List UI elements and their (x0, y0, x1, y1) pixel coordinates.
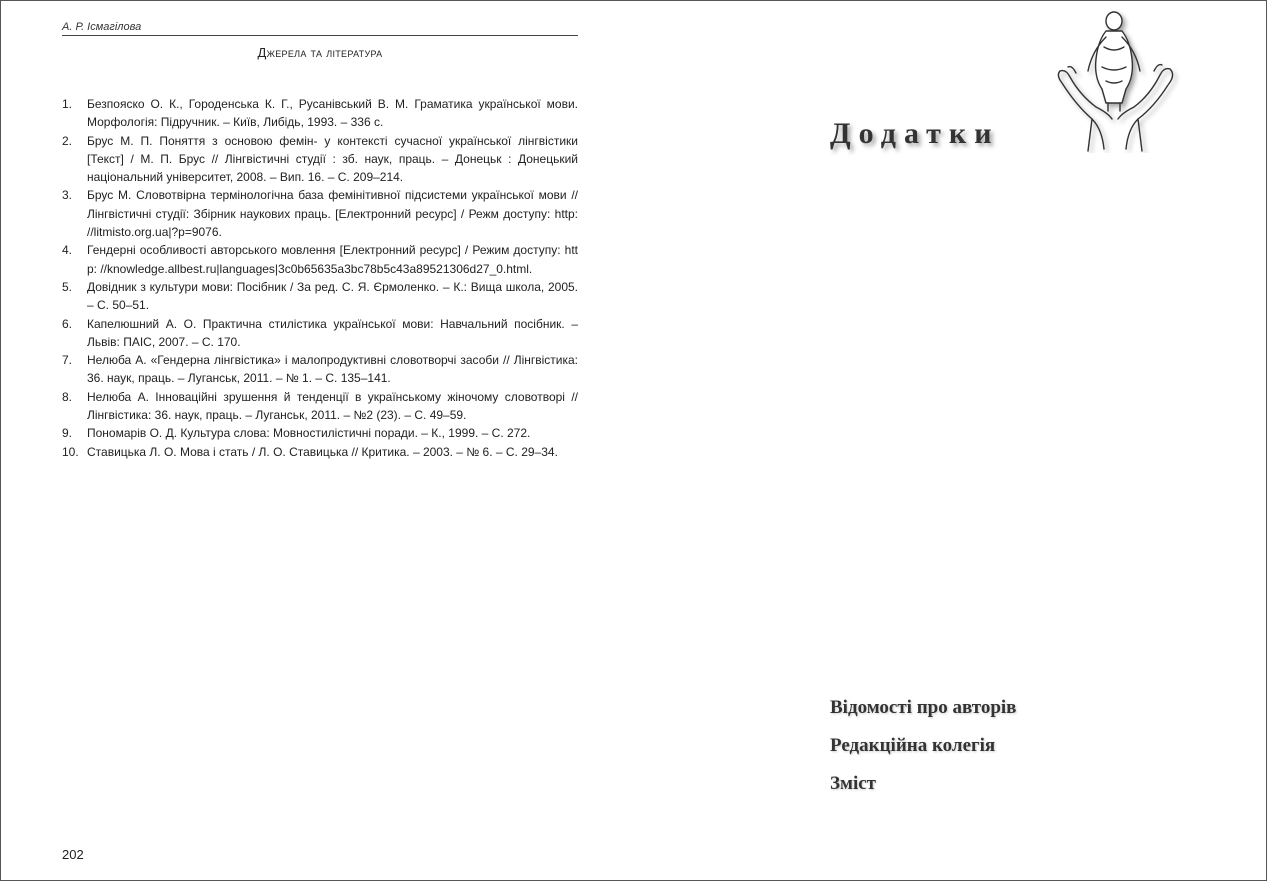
running-head: А. Р. Ісмагілова (62, 21, 578, 36)
reference-item (62, 95, 578, 132)
reference-number: 5. (62, 279, 73, 294)
hands-holding-figure-icon (1052, 7, 1182, 153)
reference-text: Брус М. П. Поняття з основою фемін- у контексті сучасної української лінгвістики [Текст] / М. П. Брус // Лінгвістичні студії : зб. наук, праць. – Донецьк : Донецький національний університет, 2008. – Вип. 16. – С. 209–214. (87, 133, 578, 185)
appendix-title: Додатки (830, 117, 1000, 150)
reference-text: Капелюшний А. О. Практична стилістика української мови: Навчальний посібник. – Львів: ПАІС, 2007. – С. 170. (87, 316, 578, 349)
appendix-toc (830, 695, 1016, 809)
reference-item (62, 132, 578, 187)
reference-item (62, 388, 578, 425)
toc-item-contents[interactable]: Зміст (830, 773, 877, 794)
reference-number: 3. (62, 188, 73, 203)
right-page (634, 1, 1266, 880)
reference-text: Гендерні особливості авторського мовлення [Електронний ресурс] / Режим доступу: http: //knowledge.allbest.ru|languages|3c0b65635a3bc78b5c43a89521306d27_0.html. (87, 243, 578, 276)
reference-item (62, 351, 578, 388)
reference-number: 9. (62, 426, 73, 441)
reference-text: Пономарів О. Д. Культура слова: Мовностилістичні поради. – К., 1999. – С. 272. (87, 426, 531, 441)
reference-text: Довідник з культури мови: Посібник / За ред. С. Я. Єрмоленко. – К.: Вища школа, 2005. – С. 50–51. (87, 279, 578, 313)
reference-text: Брус М. Словотвірна термінологічна база фемінітивної підсистеми української мови // Лінгвістичні студії: Збірник наукових праць. [Електронний ресурс] / Режм доступу: http: //litmisto.org.ua|?p=9076. (87, 188, 578, 240)
reference-number: 6. (62, 316, 73, 331)
section-title: Джерела та література (257, 45, 383, 60)
reference-text: Нелюба А. Інноваційні зрушення й тенденції в українському жіночому словотворі // Лінгвістика: 36. наук, праць. – Луганськ, 2011. – №2 (23). – С. 49–59. (87, 389, 578, 423)
reference-text: Безпояско О. К., Городенська К. Г., Русанівський В. М. Граматика української мови. Морфологія: Підручник. – Київ, Либідь, 1993. – 336 с. (87, 97, 578, 130)
reference-number: 7. (62, 353, 73, 368)
reference-number: 1. (62, 97, 73, 111)
reference-number: 4. (62, 243, 73, 258)
reference-item (62, 424, 578, 442)
reference-text: Ставицька Л. О. Мова і стать / Л. О. Ставицька // Критика. – 2003. – № 6. – С. 29–34. (87, 444, 558, 459)
reference-item (62, 278, 578, 315)
reference-text: Нелюба А. «Гендерна лінгвістика» і малопродуктивні словотворчі засоби // Лінгвістика: 36. наук, праць. – Луганськ, 2011. – № 1. – С. 135–141. (87, 353, 578, 386)
toc-item-authors[interactable]: Відомості про авторів (830, 697, 1017, 718)
reference-item (62, 241, 578, 278)
reference-number: 2. (62, 133, 73, 148)
reference-item (62, 443, 578, 461)
toc-item-editorial-board[interactable]: Редакційна колегія (830, 735, 996, 756)
left-page (1, 1, 634, 880)
reference-list (62, 95, 578, 461)
page-number: 202 (62, 847, 84, 862)
reference-number: 10. (62, 444, 79, 459)
reference-number: 8. (62, 389, 73, 404)
reference-item (62, 315, 578, 352)
reference-item (62, 186, 578, 241)
